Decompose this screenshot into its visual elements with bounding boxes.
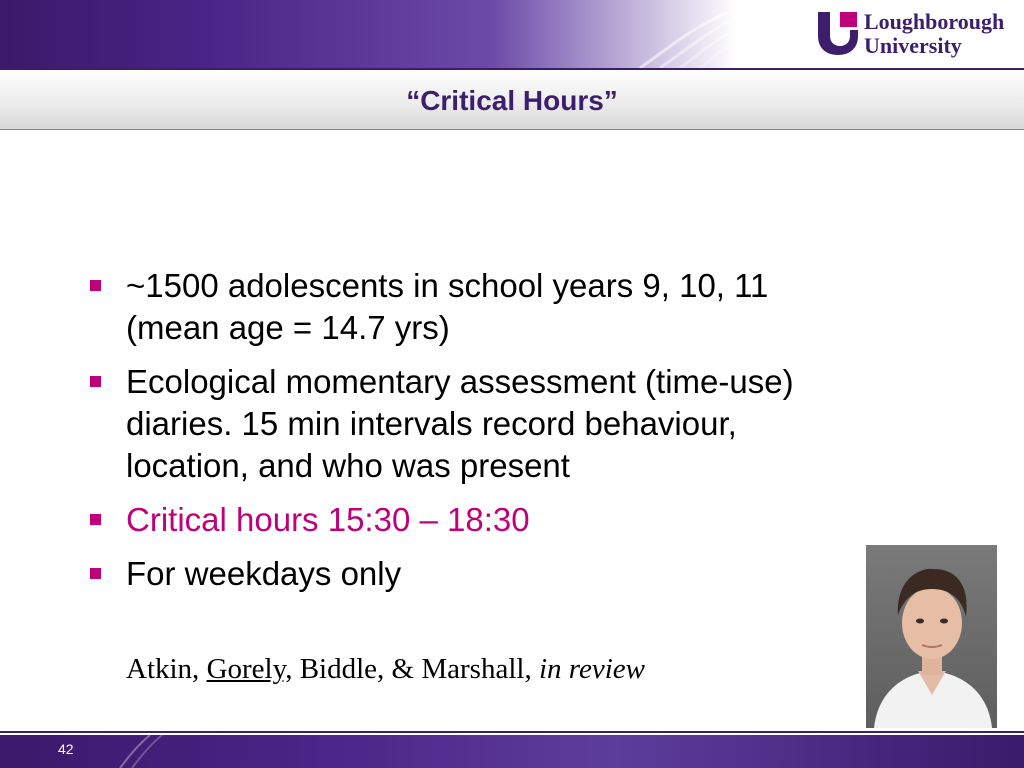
portrait-photo [866,545,997,728]
citation-underlined-author: Gorely, [206,653,293,685]
slide-title: “Critical Hours” [406,85,618,116]
logo-line-1: Loughborough [864,9,1005,34]
bullet-item [90,265,850,349]
bullet-square-icon [90,280,101,291]
university-logo [816,10,1016,58]
header-rule [0,68,1024,70]
footer-swoosh-decoration [0,735,1024,768]
bullet-text: ~1500 adolescents in school years 9, 10, 11 (mean age = 14.7 yrs) [126,267,769,346]
bullet-item [90,553,850,595]
portrait-image [866,545,997,728]
citation-authors-1: Atkin, [126,653,207,685]
bullet-item-highlight [90,499,850,541]
bullet-square-icon [90,568,101,579]
logo-text [864,10,1004,58]
bullet-list [90,265,850,607]
title-bar-rule [0,129,1024,130]
bullet-square-icon [90,376,101,387]
logo-shield-icon [816,10,860,56]
citation-status: in review [538,653,645,685]
page-number: 42 [58,741,74,757]
citation-authors-2: Biddle, & Marshall, [292,653,539,685]
logo-line-2: University [864,33,962,58]
bullet-square-icon [90,514,101,525]
bullet-text: Ecological momentary assessment (time-use) diaries. 15 min intervals record behaviour, location, and who was present [126,363,794,484]
citation [126,653,645,686]
bullet-item [90,361,850,487]
bullet-text: Critical hours 15:30 – 18:30 [126,501,530,538]
footer-rule [0,731,1024,733]
bullet-text: For weekdays only [126,555,402,592]
footer-band [0,735,1024,768]
